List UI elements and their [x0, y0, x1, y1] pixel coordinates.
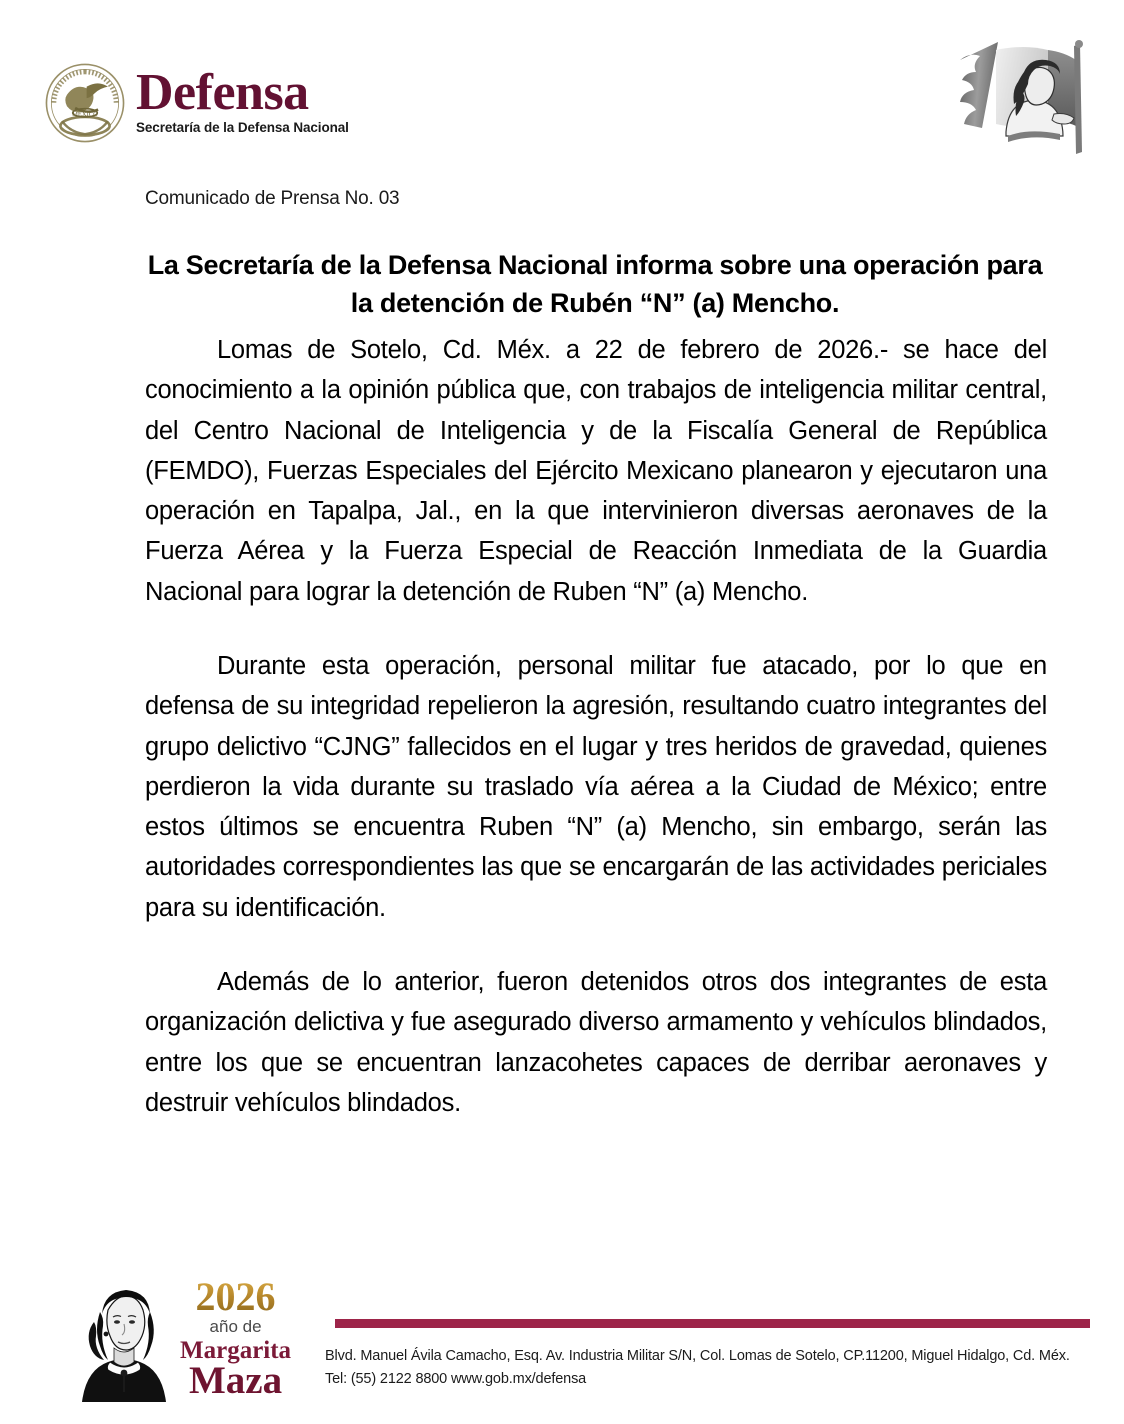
body-paragraph: Durante esta operación, personal militar fue atacado, por lo que en defensa de su integridad repelieron la agresión, resultando cuatro integrantes del grupo delictivo “CJNG” fallecidos en el lugar y tres heridos de gravedad, quienes perdieron la vida durante su traslado vía aérea a la Ciudad de México; entre estos últimos se encuentra Ruben “N” (a) Mencho, sin embargo, serán las autoridades correspondientes las que se encargarán de las actividades periciales para su identificación. — [145, 651, 1047, 922]
document-body — [145, 330, 1047, 1123]
brand-block — [44, 62, 349, 144]
footer-divider — [335, 1319, 1090, 1328]
body-paragraph: Además de lo anterior, fueron detenidos otros dos integrantes de esta organización delictiva y fue asegurado diverso armamento y vehículos blindados, entre los que se encuentran lanzacohetes capaces de derribar aeronaves y destruir vehículos blindados. — [145, 967, 1047, 1117]
footer-address-line-2: Tel: (55) 2122 8800 www.gob.mx/defensa — [325, 1370, 587, 1387]
mexican-national-seal-icon — [44, 62, 126, 144]
woman-with-mexican-flag-emblem-icon — [946, 32, 1096, 167]
document-header — [0, 0, 1124, 180]
body-paragraph: Lomas de Sotelo, Cd. Méx. a 22 de febrero de 2026.- se hace del conocimiento a la opinión pública que, con trabajos de inteligencia militar central, del Centro Nacional de Inteligencia y de la Fiscalía General de República (FEMDO), Fuerzas Especiales del Ejército Mexicano planearon y ejecutaron una operación en Tapalpa, Jal., en la que intervinieron diversas aeronaves de la Fuerza Aérea y la Fuerza Especial de Reacción Inmediata de la Guardia Nacional para lograr la detención de Ruben “N” (a) Mencho. — [145, 336, 1047, 606]
commemorative-text — [180, 1274, 292, 1402]
press-release-number: Comunicado de Prensa No. 03 — [145, 188, 400, 209]
document-footer — [0, 1264, 1124, 1424]
commemorative-name-first: Margarita — [180, 1337, 292, 1364]
footer-address — [325, 1345, 1095, 1390]
commemorative-logo — [72, 1274, 292, 1402]
svg-text:MÉXICO: MÉXICO — [72, 111, 98, 119]
margarita-maza-portrait-icon — [72, 1280, 176, 1402]
commemorative-prefix: año de — [209, 1317, 262, 1337]
commemorative-year: 2026 — [195, 1274, 276, 1320]
wordmark-wrap — [136, 62, 349, 135]
defensa-wordmark-subtitle: Secretaría de la Defensa Nacional — [136, 120, 349, 136]
defensa-wordmark: Defensa — [136, 64, 309, 121]
footer-address-line-1: Blvd. Manuel Ávila Camacho, Esq. Av. Industria Militar S/N, Col. Lomas de Sotelo, CP.11200, Miguel Hidalgo, Cd. Méx. — [325, 1348, 1070, 1365]
page-title: La Secretaría de la Defensa Nacional informa sobre una operación para la detención de Rubén “N” (a) Mencho. — [147, 250, 1043, 319]
commemorative-name-last: Maza — [188, 1359, 283, 1402]
